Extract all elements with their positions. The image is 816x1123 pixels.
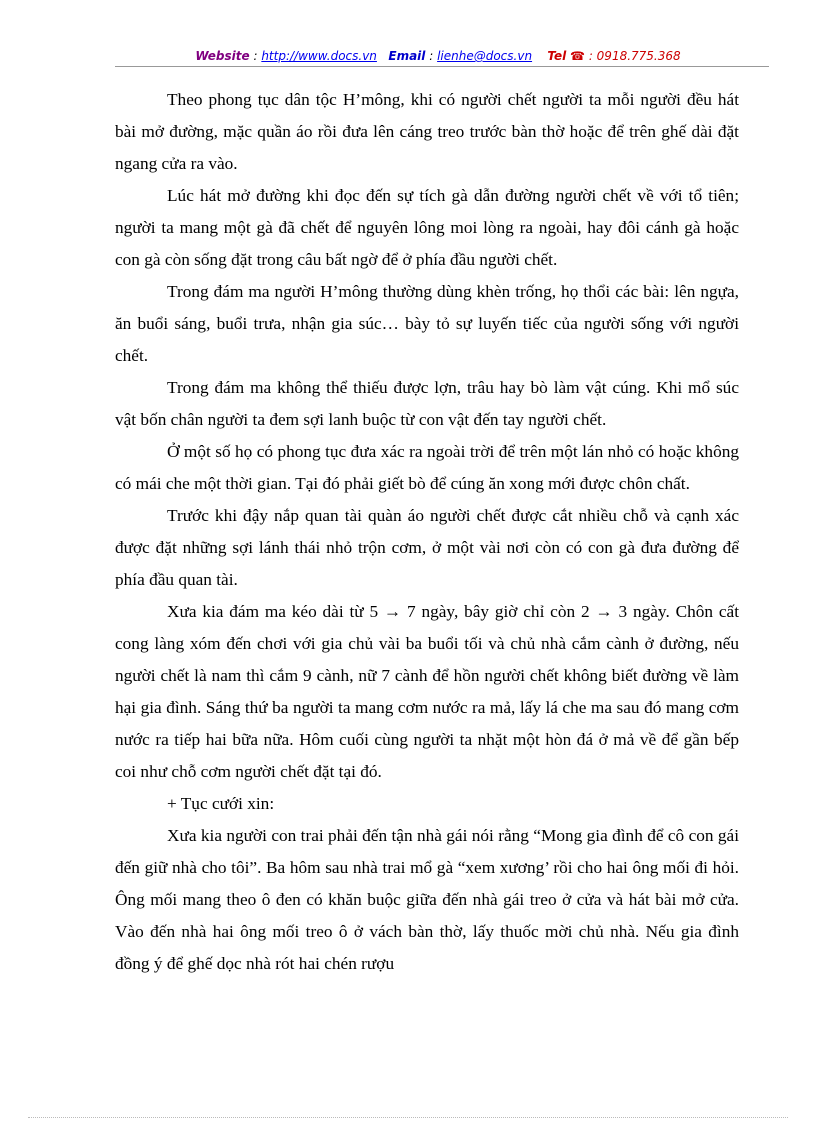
paragraph: Trong đám ma không thể thiếu được lợn, trâu hay bò làm vật cúng. Khi mổ súc vật bốn chân người ta đem sợi lanh buộc từ con vật đến tay người chết. bbox=[115, 378, 739, 429]
website-link[interactable]: http://www.docs.vn bbox=[261, 49, 377, 63]
paragraph: Lúc hát mở đường khi đọc đến sự tích gà dẫn đường người chết về với tổ tiên; người ta mang một gà đã chết để nguyên lông moi lòng ra ngoài, hay đôi cánh gà hoặc con gà còn sống đặt trong câu bất ngờ để ở phía đầu người chết. bbox=[115, 186, 739, 269]
email-label: Email bbox=[388, 49, 426, 63]
tel-number: : 0918.775.368 bbox=[585, 49, 681, 63]
page-header bbox=[115, 48, 761, 64]
paragraph: Trong đám ma người H’mông thường dùng khèn trống, họ thổi các bài: lên ngựa, ăn buổi sáng, buổi trưa, nhận gia súc… bày tỏ sự luyến tiếc của người sống với người chết. bbox=[115, 282, 739, 365]
website-label: Website bbox=[195, 49, 250, 63]
email-link[interactable]: lienhe@docs.vn bbox=[437, 49, 533, 63]
paragraph: Theo phong tục dân tộc H’mông, khi có người chết người ta mỗi người đều hát bài mở đường, mặc quần áo rồi đưa lên cáng treo trước bàn thờ hoặc để trên ghế dài đặt ngang cửa ra vào. bbox=[115, 90, 739, 173]
footer-divider bbox=[28, 1117, 788, 1118]
section-heading: + Tục cưới xin: bbox=[167, 794, 275, 813]
website-separator: : bbox=[249, 49, 262, 63]
paragraph: Trước khi đậy nắp quan tài quàn áo người chết được cắt nhiều chỗ và cạnh xác được đặt những sợi lánh thái nhỏ trộn cơm, ở một vài nơi còn có con gà đưa đường để phía đầu quan tài. bbox=[115, 506, 739, 589]
phone-icon: ☎ bbox=[570, 49, 585, 63]
paragraph: Xưa kia người con trai phải đến tận nhà gái nói rằng “Mong gia đình để cô con gái đến giữ nhà cho tôi”. Ba hôm sau nhà trai mổ gà “xem xương’ rồi cho hai ông mối đi hỏi. Ông mối mang theo ô đen có khăn buộc giữa đến nhà gái treo ở cửa và hát bài mở cửa. Vào đến nhà hai ông mối treo ô ở vách bàn thờ, lấy thuốc mời chủ nhà. Nếu gia đình đồng ý để ghế dọc nhà rót hai chén rượu bbox=[115, 826, 739, 973]
paragraph: Ở một số họ có phong tục đưa xác ra ngoài trời để trên một lán nhỏ có hoặc không có mái che một thời gian. Tại đó phải giết bò để cúng ăn xong mới được chôn chất. bbox=[115, 442, 739, 493]
paragraph: Xưa kia đám ma kéo dài từ 5 → 7 ngày, bây giờ chỉ còn 2 → 3 ngày. Chôn cất cong làng xóm đến chơi với gia chủ vài ba buổi tối và chủ nhà cắm cành ở đường, nếu người chết là nam thì cắm 9 cành, nữ 7 cành để hồn người chết không biết đường về làm hại gia đình. Sáng thứ ba người ta mang cơm nước ra mả, lấy lá che ma sau đó mang cơm nước ra tiếp hai bữa nữa. Hôm cuối cùng người ta nhặt một hòn đá ở mả về để gần bếp coi như chỗ cơm người chết đặt tại đó. bbox=[115, 602, 739, 781]
tel-label: Tel bbox=[547, 49, 567, 63]
header-divider bbox=[115, 66, 769, 67]
document-body bbox=[115, 84, 739, 980]
email-separator: : bbox=[425, 49, 438, 63]
